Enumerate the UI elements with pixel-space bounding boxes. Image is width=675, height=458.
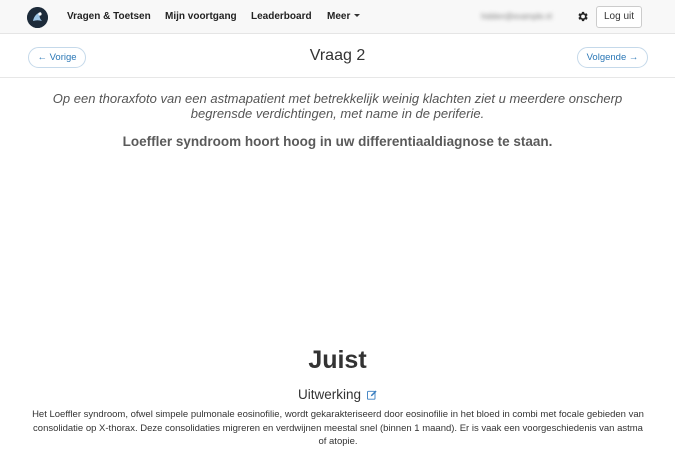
next-button[interactable]: Volgende → xyxy=(577,47,648,68)
question-title: Vraag 2 xyxy=(309,47,366,64)
logout-button[interactable]: Log uit xyxy=(596,6,642,28)
question-header xyxy=(0,34,675,78)
explanation-heading-label: Uitwerking xyxy=(297,387,362,402)
app-logo[interactable] xyxy=(27,7,48,28)
nav-vragen-toetsen[interactable]: Vragen & Toetsen xyxy=(67,11,151,22)
nav-meer-dropdown[interactable] xyxy=(327,11,360,23)
top-navbar xyxy=(0,0,675,34)
nav-mijn-voortgang[interactable]: Mijn voortgang xyxy=(165,11,237,22)
explanation-heading xyxy=(0,386,675,404)
nav-leaderboard[interactable]: Leaderboard xyxy=(251,11,312,22)
result-verdict: Juist xyxy=(308,346,367,374)
caret-down-icon xyxy=(354,14,360,17)
user-email: hidden@example.nl xyxy=(481,12,552,21)
explanation-text: Het Loeffler syndroom, ofwel simpele pulmonale eosinofilie, wordt gekarakteriseerd door eosinofilie in het bloed in combi met focale gebieden van consolidatie op X-thorax. Deze consolidaties migreren en verdwijnen meestal snel (binnen 1 maand). Er is vaak een voorgeschiedenis van astma of atopie. xyxy=(32,409,644,447)
nav-meer-label: Meer xyxy=(327,11,351,22)
question-statement: Op een thoraxfoto van een astmapatient met betrekkelijk weinig klachten ziet u meerdere onscherp begrensde verdichtingen, met name in de periferie. xyxy=(52,91,623,121)
question-prompt: Loeffler syndroom hoort hoog in uw differentiaaldiagnose te staan. xyxy=(122,134,553,149)
previous-button[interactable]: ← Vorige xyxy=(28,47,86,68)
gear-icon[interactable] xyxy=(576,10,589,23)
edit-icon[interactable] xyxy=(367,390,377,400)
